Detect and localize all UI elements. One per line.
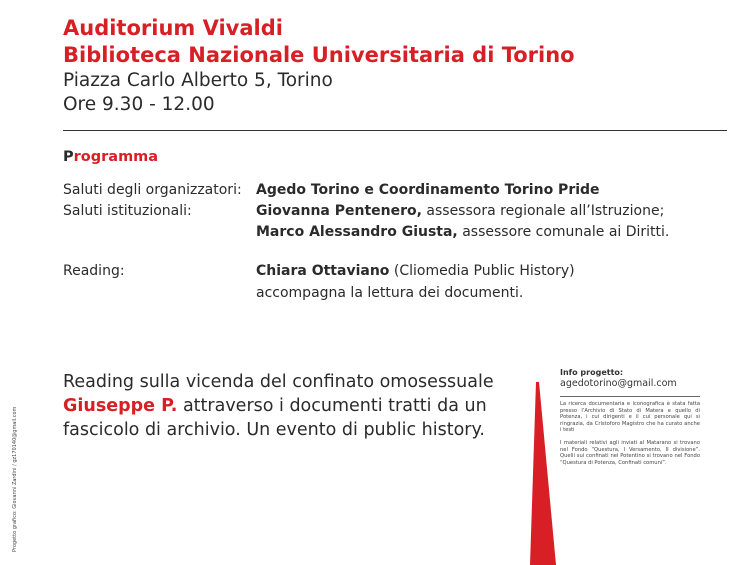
description-line-2-rest: attraverso i documenti tratti da un xyxy=(177,396,487,416)
row-organizers-value xyxy=(256,181,600,200)
reader-affiliation: (Cliomedia Public History) xyxy=(389,263,575,279)
reader-ottaviano: Chiara Ottaviano xyxy=(256,263,390,279)
programma-heading xyxy=(63,149,158,165)
info-paragraph-1: La ricerca documentaria e iconografica è stata fatta presso l’Archivio di Stato di Matera e quello di Potenza, i cui dirigenti e il cui personale qui si ringrazia, da Cristoforo Magistro che ha curato anche i testi xyxy=(560,401,700,434)
event-description xyxy=(63,370,533,442)
hours: Ore 9.30 - 12.00 xyxy=(63,94,215,115)
info-email: agedotorino@gmail.com xyxy=(560,378,677,389)
info-title: Info progetto: xyxy=(560,368,624,377)
graphic-design-credit: Progetto grafico: Giovanni Zardini / gz170140@gmail.com xyxy=(12,406,18,552)
info-block xyxy=(560,368,700,472)
description-line-2 xyxy=(63,394,533,418)
event-header xyxy=(63,15,575,117)
row-institutional-value-1 xyxy=(256,202,664,221)
speaker-giusta-role: assessore comunale ai Diritti. xyxy=(457,224,670,240)
info-divider xyxy=(560,396,700,397)
address: Piazza Carlo Alberto 5, Torino xyxy=(63,70,333,91)
programma-heading-rest: rogramma xyxy=(73,149,159,165)
row-reading-value-1 xyxy=(256,262,575,281)
row-reading-label: Reading: xyxy=(63,263,125,279)
red-wedge-decoration xyxy=(528,382,558,565)
description-line-1: Reading sulla vicenda del confinato omosessuale xyxy=(63,372,494,392)
highlight-name: Giuseppe P. xyxy=(63,396,178,416)
row-institutional-value-2 xyxy=(256,223,669,242)
speaker-pentenero-role: assessora regionale all’Istruzione; xyxy=(421,203,665,219)
library-title: Biblioteca Nazionale Universitaria di Torino xyxy=(63,43,575,67)
speaker-giusta: Marco Alessandro Giusta, xyxy=(256,224,458,240)
description-line-3: fascicolo di archivio. Un evento di public history. xyxy=(63,420,485,440)
organizers-name: Agedo Torino e Coordinamento Torino Pride xyxy=(256,182,600,198)
speaker-pentenero: Giovanna Pentenero, xyxy=(256,203,422,219)
programma-heading-initial: P xyxy=(63,149,74,165)
row-reading-value-2: accompagna la lettura dei documenti. xyxy=(256,285,524,301)
info-paragraph-2: I materiali relativi agli inviati al Matarano si trovano nel Fondo “Questura, I Versamento, II divisione”. Quelli sui confinati nel Potentino si trovano nel Fondo “Questura di Potenza, Confinati comuni”. xyxy=(560,439,700,466)
venue-title: Auditorium Vivaldi xyxy=(63,16,283,40)
row-organizers-label: Saluti degli organizzatori: xyxy=(63,182,242,198)
divider xyxy=(63,130,727,131)
row-institutional-label: Saluti istituzionali: xyxy=(63,203,192,219)
